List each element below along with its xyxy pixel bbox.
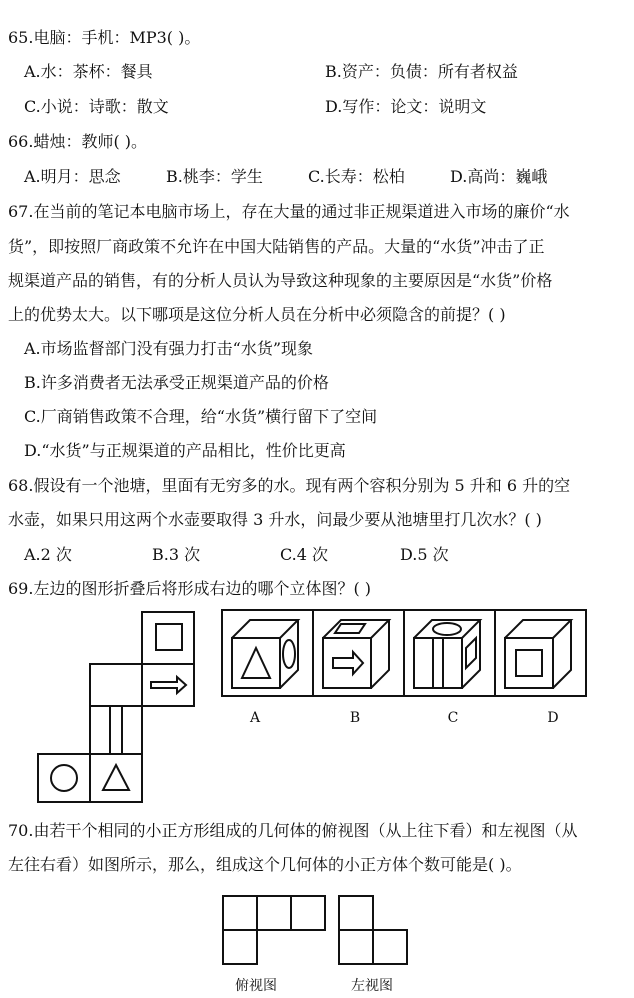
q68-option-b[interactable]: B.3 次 [152, 545, 201, 564]
q67-stem-line-3: 规渠道产品的销售，有的分析人员认为导致这种现象的主要原因是“水货”价格 [8, 271, 553, 290]
q67-stem-line-4: 上的优势太大。以下哪项是这位分析人员在分析中必须隐含的前提？( ) [8, 305, 506, 324]
cube-label-b: B [349, 710, 361, 726]
net-face-triangle [90, 754, 142, 802]
arrow-icon [333, 652, 363, 674]
square-icon [156, 624, 182, 650]
cube-label-c: C [447, 710, 459, 726]
q70-stem-line-1: 70.由若干个相同的小正方形组成的几何体的俯视图（从上往下看）和左视图（从 [8, 821, 578, 840]
triangle-icon [103, 765, 129, 790]
net-face-top [142, 612, 194, 664]
triangle-icon [242, 648, 270, 678]
q69-stem: 69.左边的图形折叠后将形成右边的哪个立体图？( ) [8, 579, 372, 598]
q68-option-a[interactable]: A.2 次 [24, 545, 72, 564]
net-face-blank-left [90, 664, 142, 706]
q68-stem-line-2: 水壶，如果只用这两个水壶要取得 3 升水，问最少要从池塘里打几次水？( ) [8, 510, 542, 529]
cube-label-d: D [547, 710, 559, 726]
cube-label-a: A [249, 710, 261, 726]
top-view-figure [222, 895, 328, 967]
arrow-icon [151, 677, 186, 693]
q70-stem-line-2: 左往右看）如图所示，那么，组成这个几何体的小正方体个数可能是( )。 [8, 855, 522, 874]
cube-c[interactable] [414, 620, 480, 688]
left-view-caption: 左视图 [351, 978, 393, 994]
circle-icon [433, 623, 461, 635]
q68-stem-line-1: 68.假设有一个池塘，里面有无穷多的水。现有两个容积分别为 5 升和 6 升的空 [8, 476, 571, 495]
q67-option-d[interactable]: D.“水货”与正规渠道的产品相比，性价比更高 [24, 441, 346, 460]
square-icon [466, 638, 476, 668]
circle-icon [51, 765, 77, 791]
net-face-circle [38, 754, 90, 802]
q67-option-b[interactable]: B.许多消费者无法承受正规渠道产品的价格 [24, 373, 329, 392]
circle-icon [283, 640, 295, 668]
square-icon [335, 624, 365, 633]
left-view-figure [338, 895, 410, 967]
q66-option-d[interactable]: D.高尚：巍峨 [450, 167, 548, 186]
cube-d[interactable] [505, 620, 571, 688]
q65-option-d[interactable]: D.写作：论文：说明文 [325, 97, 487, 116]
q66-option-a[interactable]: A.明月：思念 [24, 167, 121, 186]
q65-stem: 65.电脑：手机：MP3( )。 [8, 28, 201, 47]
q67-stem-line-1: 67.在当前的笔记本电脑市场上，存在大量的通过非正规渠道进入市场的廉价“水 [8, 202, 570, 221]
cube-b[interactable] [323, 620, 389, 688]
q67-stem-line-2: 货”，即按照厂商政策不允许在中国大陆销售的产品。大量的“水货”冲击了正 [8, 237, 545, 256]
cube-options-figure [220, 608, 590, 700]
q67-option-c[interactable]: C.厂商销售政策不合理，给“水货”横行留下了空间 [24, 407, 378, 426]
q66-option-c[interactable]: C.长寿：松柏 [308, 167, 405, 186]
q65-option-b[interactable]: B.资产：负债：所有者权益 [325, 62, 518, 81]
q66-option-b[interactable]: B.桃李：学生 [166, 167, 263, 186]
q66-stem: 66.蜡烛：教师( )。 [8, 132, 148, 151]
square-icon [516, 650, 542, 676]
net-figure [36, 610, 206, 810]
net-face-column [90, 706, 142, 754]
cube-a[interactable] [232, 620, 298, 688]
q68-option-d[interactable]: D.5 次 [400, 545, 449, 564]
q65-option-c[interactable]: C.小说：诗歌：散文 [24, 97, 169, 116]
top-view-caption: 俯视图 [235, 978, 277, 994]
q67-option-a[interactable]: A.市场监督部门没有强力打击“水货”现象 [24, 339, 314, 358]
q68-option-c[interactable]: C.4 次 [280, 545, 329, 564]
q65-option-a[interactable]: A.水：茶杯：餐具 [24, 62, 153, 81]
